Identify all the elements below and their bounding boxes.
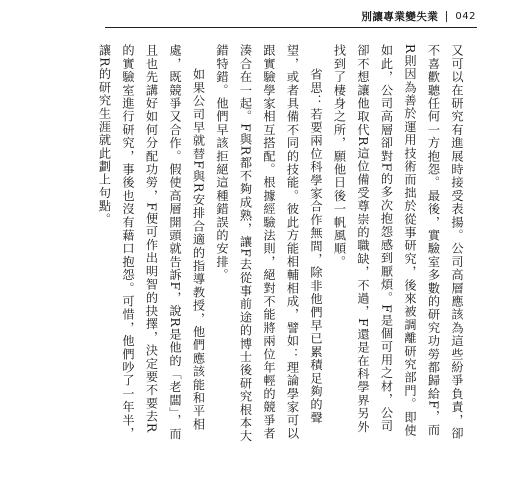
book-title: 別讓專業變失業 bbox=[361, 10, 439, 23]
page-number: 042 bbox=[455, 10, 476, 22]
paragraph-1: 又可以在研究有進展時接受表揚。公司高層應該為這些紛爭負責，卻不喜歡聽任何一方抱怨。最後，實驗室多數的研究功勞都歸給F，而R則因為善於運用技術而拙於從事研究，後來被調離研究部門。即使如此，公司高層卻對F的多次抱怨感到厭煩。F是個可用之材，公司卻不想讓他取代R這位備受尊崇的職缺，不過，F還是在科學界另外找到了棲身之所，願他日後一帆風順。 bbox=[332, 44, 464, 440]
header-separator bbox=[446, 11, 447, 22]
paragraph-2: 省思：若要兩位科學家合作無間，除非他們早已累積足夠的聲望，或者具備不同的技能。彼此方能相輔相成，譬如：理論學家可以跟實驗學家相互搭配。根據經驗法則，絕對不能將兩位年輕的競爭者湊合在一起。F與R都不夠成熟，讓F去從事前途的博士後研究根本大錯特錯。他們早該拒絕這種錯誤的安排。 bbox=[215, 44, 323, 443]
paragraph-3: 如果公司早就替F與R安排合適的指導教授，他們應該能和平相處，既競爭又合作。假使高層開頭就告訴F，說R是他的「老闆」，而且也先講好如何分配功勞，F便可作出明智的抉擇，決定要不要去R的實驗室進行研究，事後也沒有藉口抱怨。可惜，他們吵了一年半，讓R的研究生涯就此劃上句點。 bbox=[97, 44, 206, 441]
running-header bbox=[300, 8, 476, 24]
body-text bbox=[93, 44, 468, 444]
header-rule bbox=[105, 27, 477, 28]
